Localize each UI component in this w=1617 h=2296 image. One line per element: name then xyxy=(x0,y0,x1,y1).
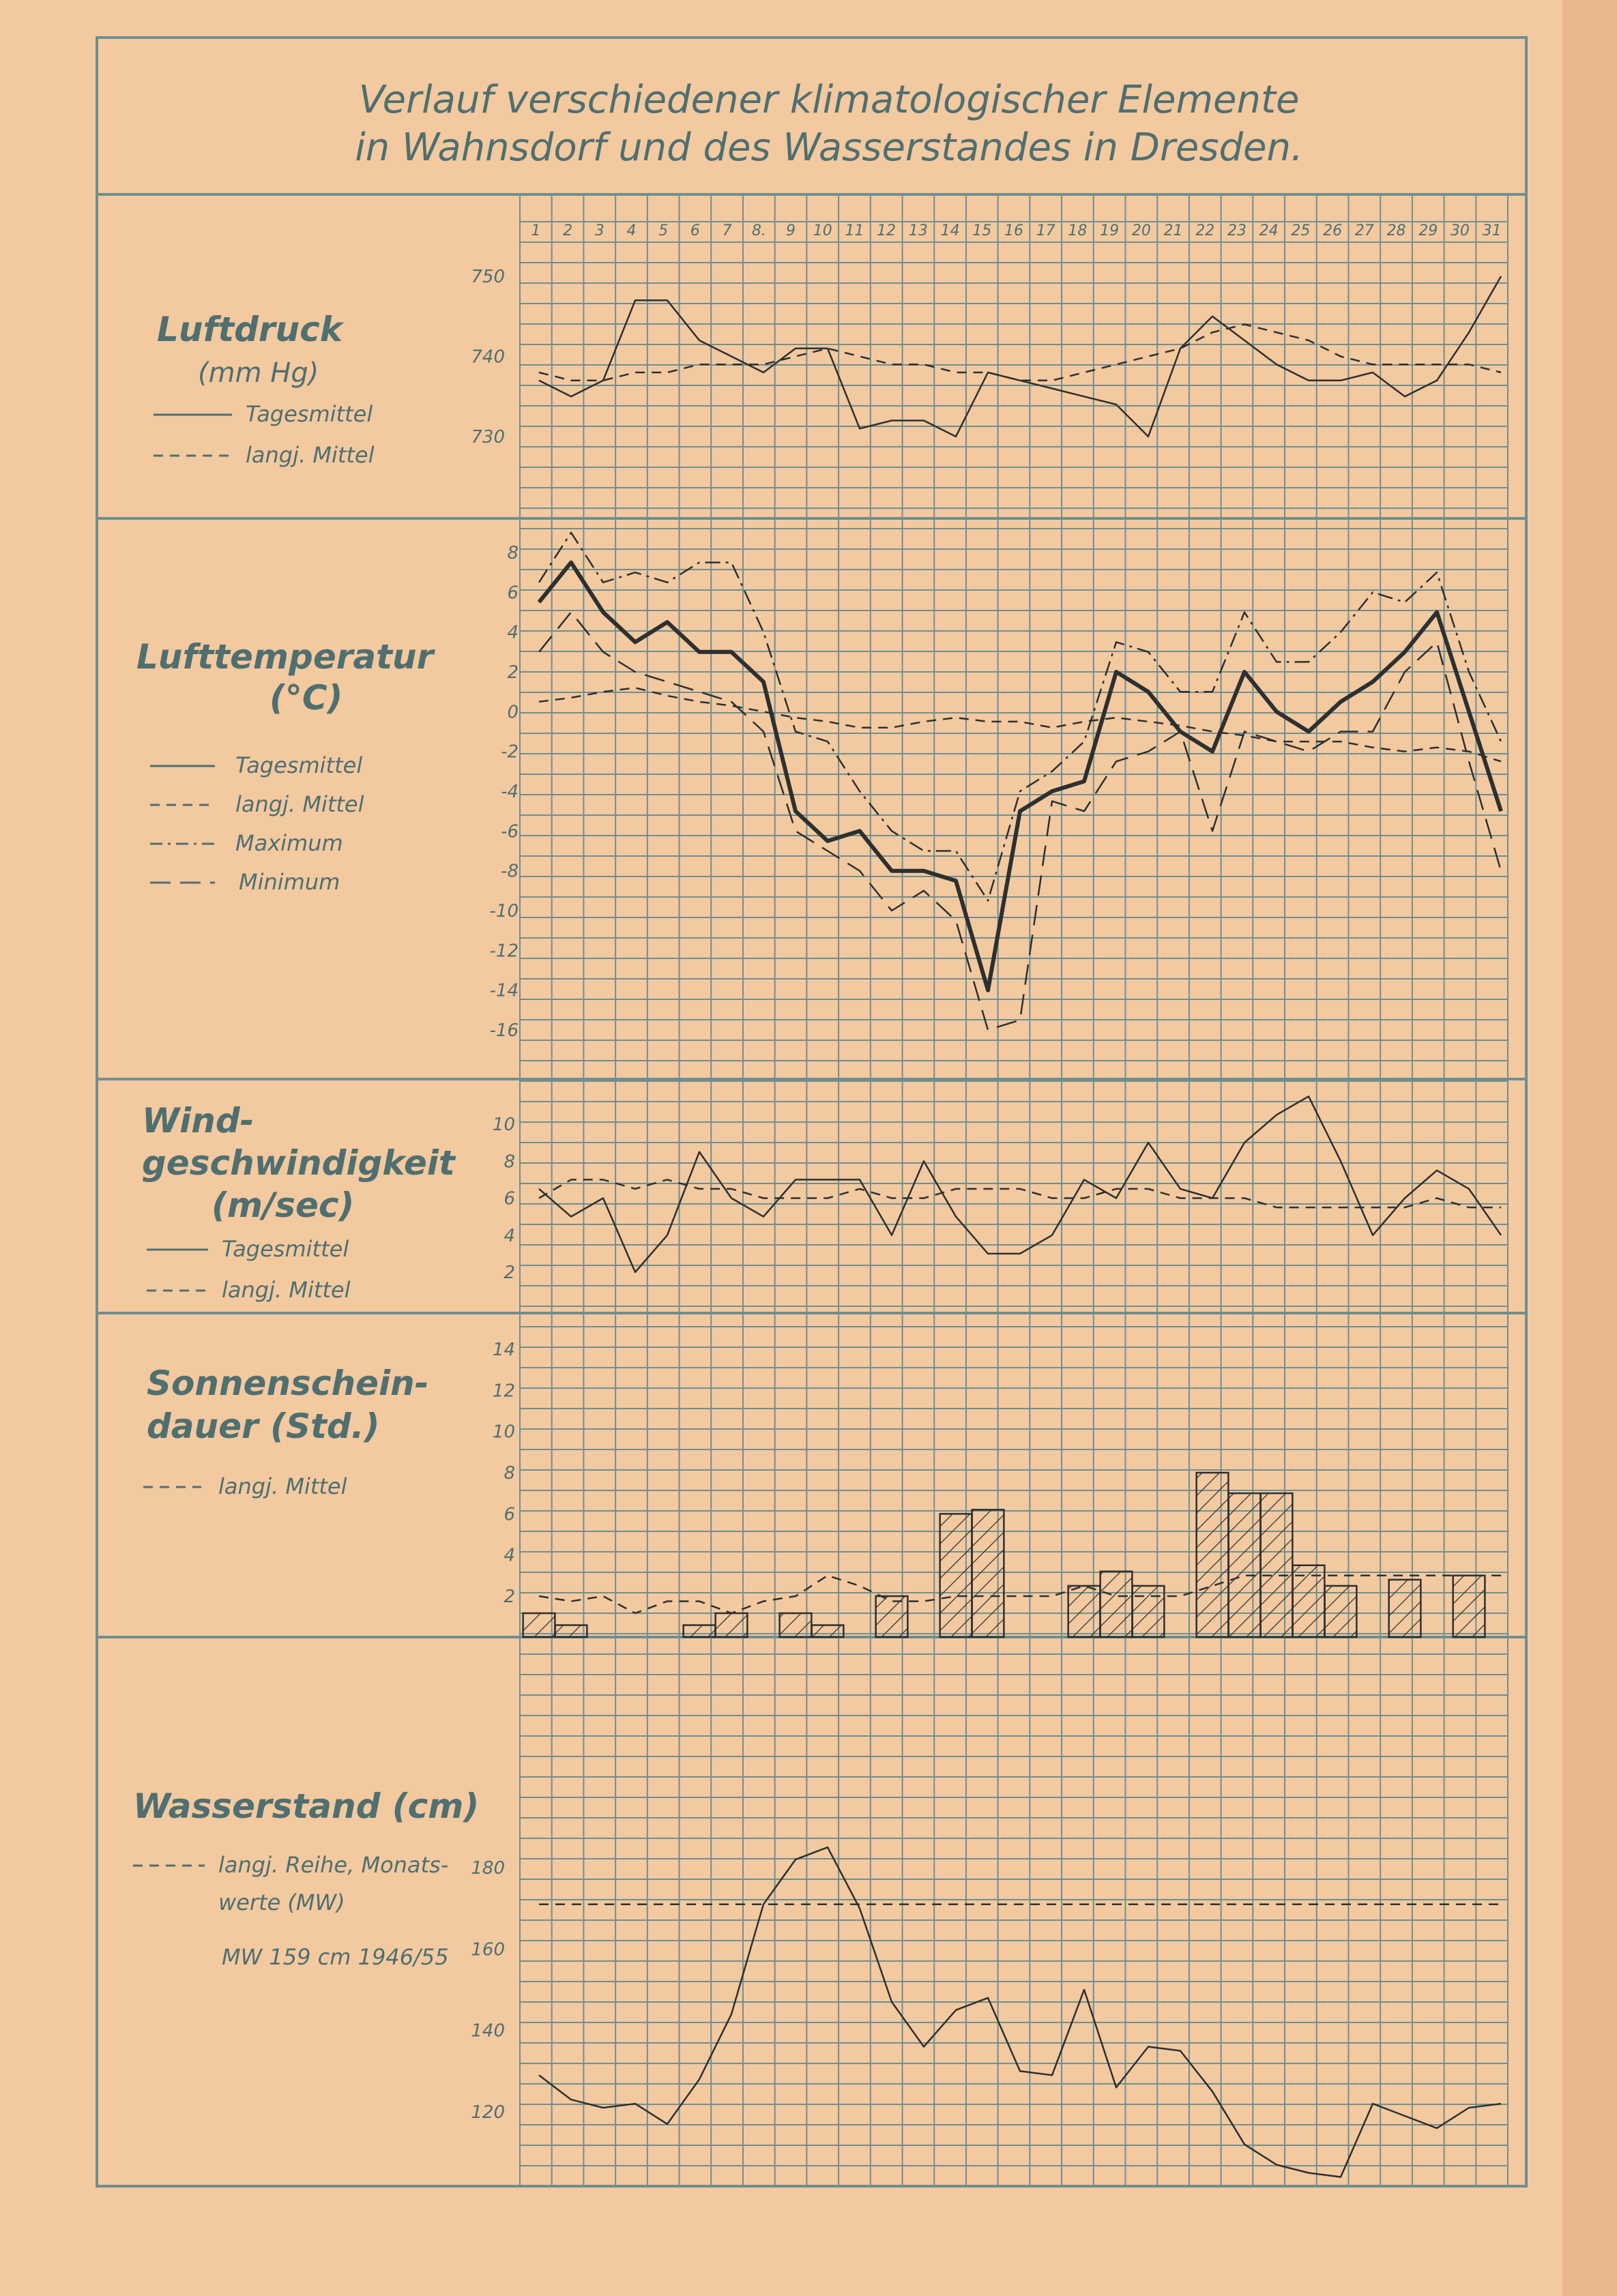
day-label: 27 xyxy=(1354,222,1374,239)
grid xyxy=(520,194,1508,2186)
day-label: 16 xyxy=(1004,222,1023,239)
panel-wind-legend xyxy=(142,1101,456,1303)
day-label: 13 xyxy=(908,222,928,239)
water-legend-line2: werte (MW) xyxy=(218,1889,345,1915)
wind-legend-2: langj. Mittel xyxy=(222,1277,351,1303)
wind-tick-label: 10 xyxy=(492,1115,515,1135)
sunshine-tick-label: 4 xyxy=(504,1545,515,1566)
pressure-tick-label: 730 xyxy=(471,427,505,447)
day-label: 10 xyxy=(813,222,832,239)
temperature-series-solid xyxy=(539,563,1501,990)
temperature-series-dashed xyxy=(539,688,1501,761)
temperature-legend-1: Tagesmittel xyxy=(235,752,363,778)
water-tick-label: 160 xyxy=(471,1939,505,1960)
day-label: 26 xyxy=(1323,222,1343,239)
water-tick-label: 140 xyxy=(471,2020,505,2042)
temperature-tick-label: -6 xyxy=(501,821,519,842)
day-labels xyxy=(531,222,1501,239)
temperature-tick-label: -12 xyxy=(489,941,519,962)
temperature-legend-4: Minimum xyxy=(239,869,340,895)
pressure-series-dashed xyxy=(539,325,1501,381)
day-label: 17 xyxy=(1036,222,1055,239)
sunshine-bar xyxy=(1325,1586,1357,1637)
day-label: 4 xyxy=(626,222,637,239)
day-label: 23 xyxy=(1227,222,1247,239)
water-legend-line1: langj. Reihe, Monats- xyxy=(218,1852,449,1878)
sunshine-bar xyxy=(812,1625,844,1638)
sunshine-tick-label: 10 xyxy=(492,1422,515,1443)
data-layer xyxy=(523,276,1501,2177)
sunshine-tick-label: 12 xyxy=(492,1381,515,1402)
water-tick-label: 180 xyxy=(471,1858,505,1879)
day-label: 21 xyxy=(1163,222,1183,239)
day-label: 29 xyxy=(1418,222,1438,239)
temperature-legend-2: langj. Mittel xyxy=(235,791,364,817)
day-label: 19 xyxy=(1100,222,1120,239)
pressure-legend-1: Tagesmittel xyxy=(246,401,373,427)
wind-title-line2: geschwindigkeit xyxy=(142,1143,455,1183)
temperature-tick-label: 4 xyxy=(507,622,519,643)
sunshine-tick-label: 6 xyxy=(504,1504,515,1525)
sunshine-bar xyxy=(972,1510,1004,1637)
chart-title-line2: in Wahnsdorf und des Wasserstandes in Dresden. xyxy=(355,126,1303,170)
wind-tick-label: 2 xyxy=(504,1263,515,1283)
temperature-tick-label: -4 xyxy=(501,782,519,802)
panel-pressure-legend xyxy=(154,310,375,468)
pressure-tick-label: 740 xyxy=(471,347,505,368)
day-label: 20 xyxy=(1131,222,1151,239)
paper-edge xyxy=(1562,0,1617,2296)
temperature-unit: (°C) xyxy=(270,678,343,718)
sunshine-title-line2: dauer (Std.) xyxy=(147,1407,380,1446)
sunshine-bar xyxy=(1197,1473,1229,1637)
panel-sunshine-legend xyxy=(143,1364,428,1499)
sunshine-bar xyxy=(1133,1586,1165,1637)
sunshine-title-line1: Sonnenschein- xyxy=(147,1364,429,1403)
pressure-series-solid xyxy=(539,276,1501,437)
day-label: 3 xyxy=(594,222,604,239)
day-label: 7 xyxy=(722,222,732,239)
sunshine-bar xyxy=(716,1613,748,1637)
pressure-tick-label: 750 xyxy=(471,267,505,287)
sunshine-tick-label: 2 xyxy=(504,1587,515,1607)
temperature-tick-label: 2 xyxy=(507,662,519,683)
wind-unit: (m/sec) xyxy=(212,1186,355,1225)
pressure-title: Luftdruck xyxy=(157,310,343,349)
day-label: 30 xyxy=(1450,222,1470,239)
day-label: 31 xyxy=(1482,222,1502,239)
sunshine-bar xyxy=(1101,1572,1133,1637)
temperature-tick-label: -2 xyxy=(501,741,519,763)
day-label: 18 xyxy=(1068,222,1088,239)
temperature-title: Lufttemperatur xyxy=(136,637,434,677)
day-label: 8. xyxy=(751,222,766,239)
sunshine-bar xyxy=(780,1613,812,1637)
sunshine-bar xyxy=(523,1613,555,1637)
day-label: 15 xyxy=(972,222,992,239)
temperature-tick-label: -14 xyxy=(489,980,519,1001)
water-note: MW 159 cm 1946/55 xyxy=(222,1944,449,1970)
wind-tick-label: 8 xyxy=(504,1151,515,1173)
day-label: 12 xyxy=(877,222,897,239)
sunshine-legend-1: langj. Mittel xyxy=(218,1473,347,1499)
day-label: 28 xyxy=(1386,222,1406,239)
pressure-legend-2: langj. Mittel xyxy=(246,442,375,468)
wind-legend-1: Tagesmittel xyxy=(222,1236,349,1262)
temperature-legend-3: Maximum xyxy=(235,830,343,856)
chart-title-line1: Verlauf verschiedener klimatologischer Elemente xyxy=(358,78,1300,122)
sunshine-tick-label: 14 xyxy=(492,1340,515,1360)
day-label: 25 xyxy=(1291,222,1311,239)
day-label: 14 xyxy=(940,222,960,239)
water-title: Wasserstand (cm) xyxy=(133,1786,480,1826)
temperature-tick-label: -8 xyxy=(501,861,519,882)
temperature-tick-label: -10 xyxy=(489,901,519,922)
sunshine-bar xyxy=(1068,1586,1101,1637)
temperature-tick-label: 8 xyxy=(507,543,519,563)
day-label: 9 xyxy=(786,222,796,239)
day-label: 6 xyxy=(690,222,700,239)
sunshine-bar xyxy=(1389,1580,1421,1637)
sunshine-tick-label: 8 xyxy=(504,1463,515,1484)
temperature-tick-label: 0 xyxy=(507,702,519,723)
temperature-series-dashdot xyxy=(539,533,1501,901)
panel-water-legend xyxy=(133,1786,479,1970)
pressure-unit: (mm Hg) xyxy=(198,357,319,389)
wind-tick-label: 4 xyxy=(504,1225,515,1246)
day-label: 1 xyxy=(531,222,541,239)
water-tick-label: 120 xyxy=(471,2102,505,2123)
water-series-solid xyxy=(539,1847,1501,2177)
tick-labels xyxy=(471,267,519,2123)
temperature-tick-label: 6 xyxy=(507,583,519,604)
sunshine-bar xyxy=(1453,1576,1485,1637)
sunshine-bar xyxy=(940,1514,972,1637)
sunshine-bar xyxy=(1261,1493,1293,1637)
temperature-tick-label: -16 xyxy=(489,1020,519,1041)
sunshine-bar xyxy=(555,1625,587,1638)
sunshine-bar xyxy=(876,1596,908,1637)
sunshine-bar xyxy=(1229,1493,1261,1637)
sunshine-bar xyxy=(684,1625,716,1638)
panel-temperature-legend xyxy=(136,637,436,895)
day-label: 22 xyxy=(1195,222,1215,239)
wind-tick-label: 6 xyxy=(504,1188,515,1209)
wind-title-line1: Wind- xyxy=(142,1101,254,1140)
day-label: 11 xyxy=(845,222,864,239)
day-label: 2 xyxy=(563,222,573,239)
day-label: 24 xyxy=(1259,222,1279,239)
day-label: 5 xyxy=(658,222,669,239)
